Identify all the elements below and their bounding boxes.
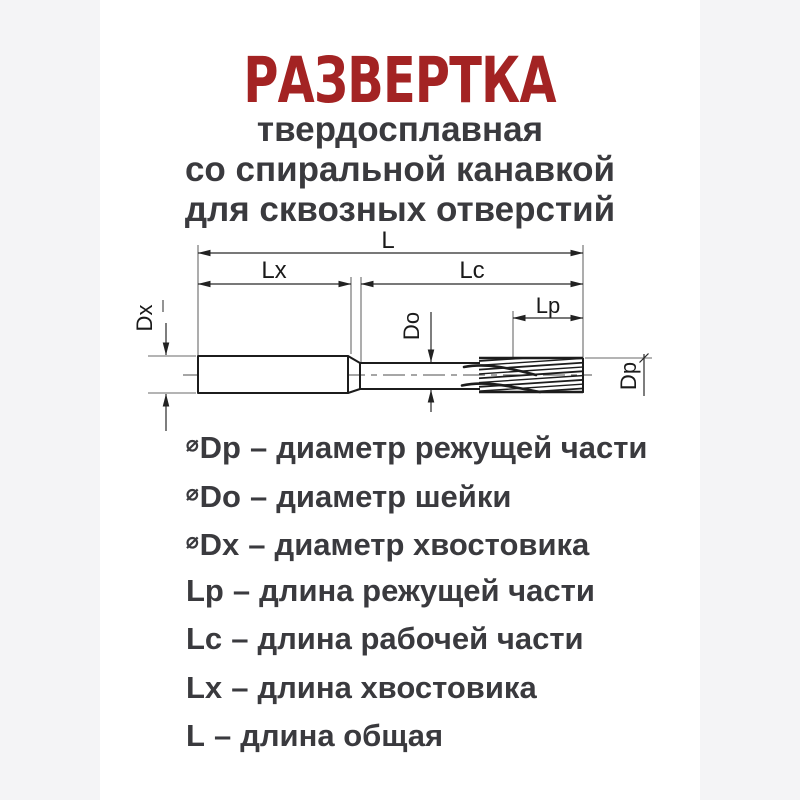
page-title bbox=[100, 46, 700, 116]
legend-separator: – bbox=[232, 572, 251, 608]
legend-symbol: Lx bbox=[186, 669, 223, 705]
shank bbox=[198, 356, 348, 393]
legend-symbol: Dp bbox=[199, 430, 241, 465]
legend-separator: – bbox=[249, 478, 268, 514]
legend-symbol: Dx bbox=[199, 527, 240, 562]
legend-symbol: Lc bbox=[186, 621, 223, 656]
legend-separator: – bbox=[248, 527, 266, 562]
reamer-technical-drawing bbox=[100, 228, 700, 433]
label-Dx: Dx bbox=[132, 304, 157, 332]
label-L: L bbox=[381, 228, 395, 254]
subtitle-line-3: для сквозных отверстий bbox=[184, 190, 616, 229]
legend-description: диаметр шейки bbox=[276, 478, 512, 514]
legend-symbol: Lp bbox=[186, 572, 224, 608]
label-Dp: Dp bbox=[616, 361, 641, 391]
legend-separator: – bbox=[249, 430, 268, 465]
legend-description: диаметр режущей части bbox=[276, 430, 648, 465]
legend-item-L bbox=[186, 712, 700, 761]
legend-separator: – bbox=[231, 621, 249, 656]
right-margin-strip bbox=[700, 0, 800, 800]
subtitle-line-2: со спиральной канавкой bbox=[184, 150, 616, 189]
legend-description: диаметр хвостовика bbox=[274, 527, 590, 562]
legend-item-Dx bbox=[186, 518, 700, 567]
legend-description: длина хвостовика bbox=[257, 669, 537, 705]
legend-item-Dp bbox=[186, 421, 700, 470]
legend-symbol: Do bbox=[199, 478, 241, 514]
diameter-icon: ⌀ bbox=[186, 481, 199, 505]
legend-item-Do bbox=[186, 470, 700, 519]
page-title-text: РАЗВЕРТКА bbox=[243, 44, 557, 117]
diameter-icon: ⌀ bbox=[186, 530, 199, 553]
subtitle-line-1: твердосплавная bbox=[256, 110, 544, 149]
label-Lc: Lc bbox=[459, 257, 485, 284]
legend-symbol: L bbox=[186, 718, 205, 753]
legend-item-Lc bbox=[186, 615, 700, 664]
card-content bbox=[100, 0, 700, 800]
label-Lp: Lp bbox=[535, 293, 561, 318]
legend-item-Lx bbox=[186, 664, 700, 713]
label-Do: Do bbox=[399, 311, 424, 341]
legend-description: длина режущей части bbox=[259, 572, 595, 608]
legend-description: длина рабочей части bbox=[257, 621, 584, 656]
legend-item-Lp bbox=[186, 567, 700, 616]
left-margin-strip bbox=[0, 0, 100, 800]
diameter-icon: ⌀ bbox=[186, 433, 199, 456]
legend-description: длина общая bbox=[240, 718, 444, 753]
subtitle bbox=[100, 110, 700, 230]
label-Lx: Lx bbox=[261, 257, 287, 284]
legend-separator: – bbox=[231, 669, 249, 705]
dimension-legend bbox=[186, 421, 700, 761]
dimension-lines bbox=[163, 253, 649, 431]
legend-separator: – bbox=[213, 718, 232, 753]
